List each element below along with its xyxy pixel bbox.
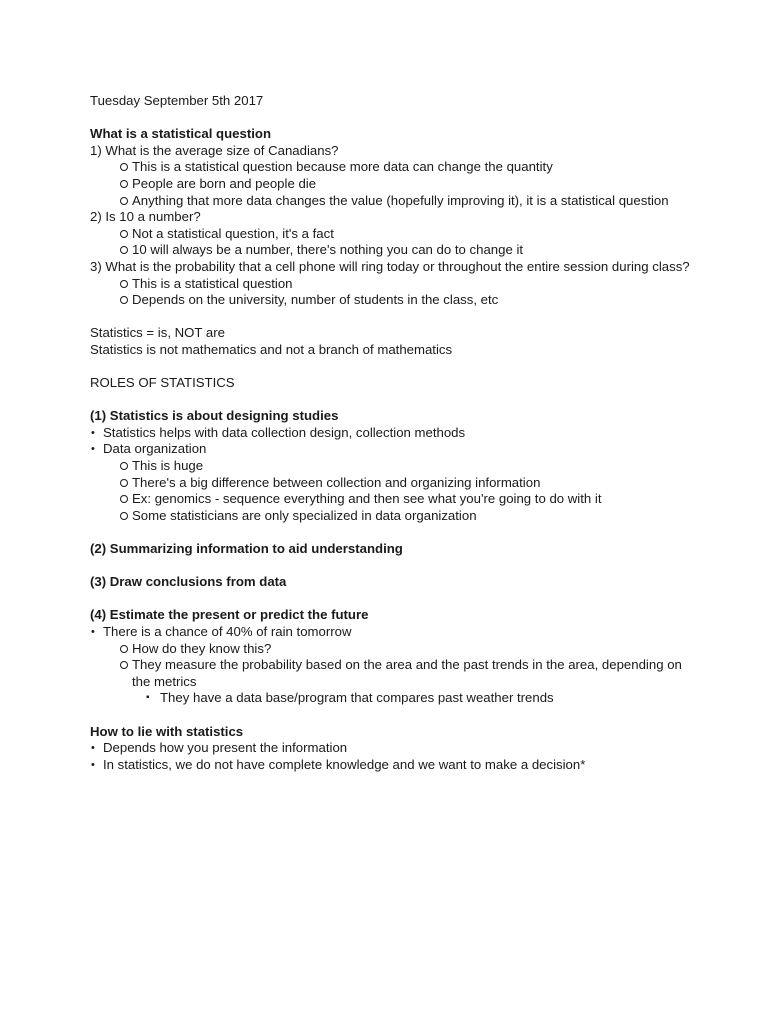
circle-bullet-icon bbox=[120, 661, 128, 669]
bullet-icon: • bbox=[91, 443, 95, 456]
list-item: This is a statistical question because more data can change the quantity bbox=[90, 159, 690, 176]
circle-bullet-icon bbox=[120, 246, 128, 254]
list-item: This is huge bbox=[90, 458, 690, 475]
spacer bbox=[90, 591, 690, 608]
question-1: 1) What is the average size of Canadians? bbox=[90, 142, 339, 158]
list-item: • Data organization bbox=[91, 441, 207, 457]
list-item: Ex: genomics - sequence everything and then see what you're going to do with it bbox=[90, 491, 690, 508]
bullet-icon: • bbox=[91, 626, 95, 638]
list-item: They measure the probability based on the area and the past trends in the area, depending on the metrics bbox=[90, 657, 690, 690]
circle-bullet-icon bbox=[120, 645, 128, 653]
circle-bullet-icon bbox=[120, 495, 128, 503]
square-bullet-icon: ▪ bbox=[146, 692, 150, 704]
role-2-heading: (2) Summarizing information to aid understanding bbox=[90, 541, 403, 557]
section-heading-statistical-question: What is a statistical question bbox=[90, 126, 271, 142]
list-item: Not a statistical question, it's a fact bbox=[90, 226, 690, 243]
list-item: ▪ They have a data base/program that compares past weather trends bbox=[146, 690, 554, 706]
circle-bullet-icon bbox=[120, 230, 128, 238]
circle-bullet-icon bbox=[120, 462, 128, 470]
spacer bbox=[90, 392, 690, 409]
spacer bbox=[90, 707, 690, 724]
lie-heading: How to lie with statistics bbox=[90, 723, 244, 739]
spacer bbox=[90, 359, 690, 376]
list-item: • Depends how you present the information bbox=[91, 740, 348, 756]
list-item: • There is a chance of 40% of rain tomorrow bbox=[91, 624, 352, 639]
circle-bullet-icon bbox=[120, 163, 128, 171]
list-item: Depends on the university, number of students in the class, etc bbox=[90, 292, 690, 309]
role-3-heading: (3) Draw conclusions from data bbox=[90, 574, 287, 590]
question-2: 2) Is 10 a number? bbox=[90, 209, 201, 225]
note-line: Statistics is not mathematics and not a branch of mathematics bbox=[90, 341, 453, 357]
list-item: 10 will always be a number, there's nothing you can do to change it bbox=[90, 242, 690, 259]
date-line: Tuesday September 5th 2017 bbox=[90, 93, 264, 108]
list-item: People are born and people die bbox=[90, 176, 690, 193]
spacer bbox=[90, 524, 690, 541]
circle-bullet-icon bbox=[120, 512, 128, 520]
circle-bullet-icon bbox=[120, 280, 128, 288]
note-line: Statistics = is, NOT are bbox=[90, 325, 225, 341]
list-item: • In statistics, we do not have complete knowledge and we want to make a decision* bbox=[91, 756, 586, 772]
spacer bbox=[90, 309, 690, 326]
spacer bbox=[90, 558, 690, 575]
list-item: How do they know this? bbox=[90, 641, 690, 658]
bullet-icon: • bbox=[91, 758, 95, 771]
circle-bullet-icon bbox=[120, 479, 128, 487]
notes-body bbox=[90, 93, 690, 773]
list-item: Anything that more data changes the value (hopefully improving it), it is a statistical question bbox=[90, 193, 690, 210]
roles-title: ROLES OF STATISTICS bbox=[90, 375, 235, 391]
list-item: • Statistics helps with data collection design, collection methods bbox=[91, 424, 466, 440]
bullet-icon: • bbox=[91, 426, 95, 439]
bullet-icon: • bbox=[91, 742, 95, 755]
question-3: 3) What is the probability that a cell phone will ring today or throughout the entire session during class? bbox=[90, 258, 690, 274]
spacer bbox=[90, 110, 690, 127]
role-1-heading: (1) Statistics is about designing studies bbox=[90, 408, 339, 424]
list-item: There's a big difference between collection and organizing information bbox=[90, 475, 690, 492]
circle-bullet-icon bbox=[120, 197, 128, 205]
circle-bullet-icon bbox=[120, 296, 128, 304]
circle-bullet-icon bbox=[120, 180, 128, 188]
list-item: Some statisticians are only specialized in data organization bbox=[90, 508, 690, 525]
role-4-heading: (4) Estimate the present or predict the future bbox=[90, 607, 369, 623]
list-item: This is a statistical question bbox=[90, 276, 690, 293]
